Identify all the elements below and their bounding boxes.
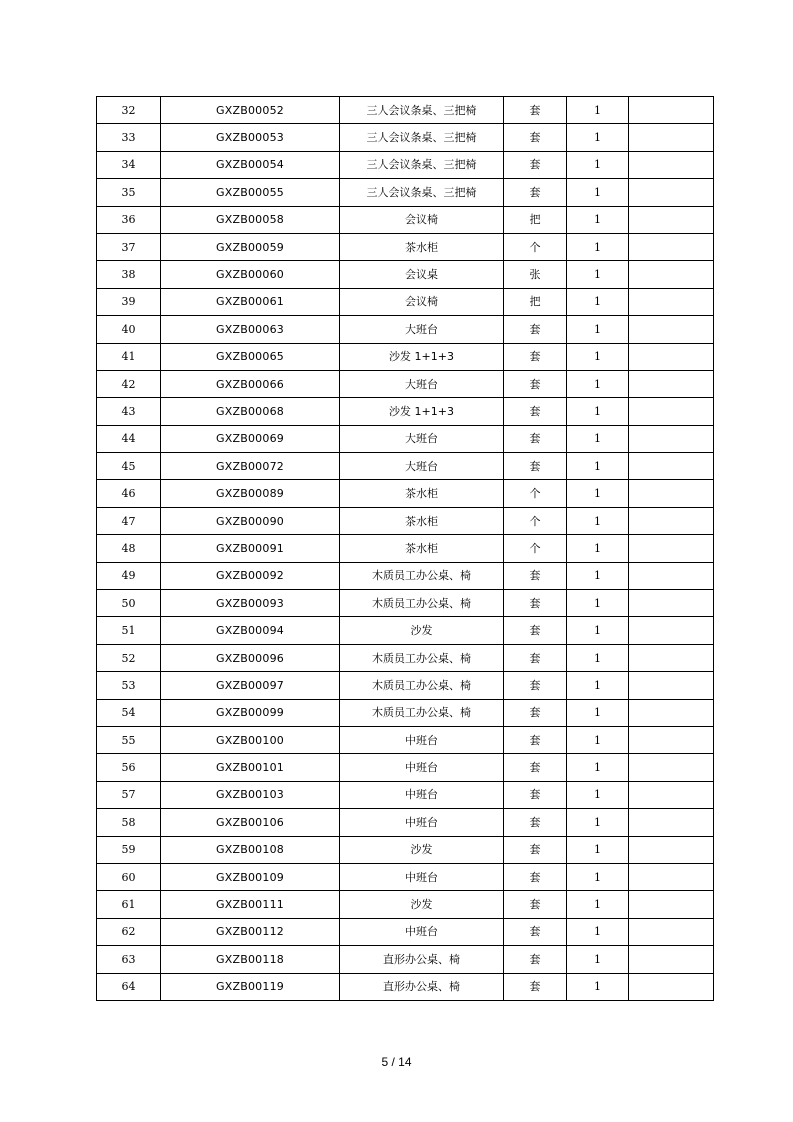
- asset-code-cell: GXZB00068: [161, 398, 340, 425]
- row-number-cell: 58: [97, 809, 161, 836]
- row-number-cell: 53: [97, 672, 161, 699]
- table-row: [97, 151, 714, 178]
- remark-cell: [629, 97, 714, 124]
- remark-cell: [629, 617, 714, 644]
- quantity-cell: 1: [567, 343, 629, 370]
- asset-name-cell: 沙发 1+1+3: [340, 398, 504, 425]
- asset-name-cell: 木质员工办公桌、椅: [340, 590, 504, 617]
- table-row: [97, 233, 714, 260]
- remark-cell: [629, 891, 714, 918]
- row-number-cell: 33: [97, 124, 161, 151]
- row-number-cell: 39: [97, 288, 161, 315]
- row-number-cell: 57: [97, 781, 161, 808]
- table-row: [97, 644, 714, 671]
- asset-code-cell: GXZB00118: [161, 946, 340, 973]
- unit-cell: 套: [504, 836, 567, 863]
- unit-cell: 套: [504, 918, 567, 945]
- row-number-cell: 35: [97, 179, 161, 206]
- table-row: [97, 672, 714, 699]
- remark-cell: [629, 206, 714, 233]
- asset-code-cell: GXZB00055: [161, 179, 340, 206]
- asset-code-cell: GXZB00058: [161, 206, 340, 233]
- quantity-cell: 1: [567, 809, 629, 836]
- unit-cell: 套: [504, 726, 567, 753]
- asset-code-cell: GXZB00091: [161, 535, 340, 562]
- table-row: [97, 973, 714, 1000]
- asset-code-cell: GXZB00061: [161, 288, 340, 315]
- row-number-cell: 56: [97, 754, 161, 781]
- asset-name-cell: 大班台: [340, 453, 504, 480]
- quantity-cell: 1: [567, 836, 629, 863]
- remark-cell: [629, 425, 714, 452]
- remark-cell: [629, 672, 714, 699]
- unit-cell: 个: [504, 507, 567, 534]
- quantity-cell: 1: [567, 535, 629, 562]
- table-row: [97, 124, 714, 151]
- asset-name-cell: 木质员工办公桌、椅: [340, 644, 504, 671]
- row-number-cell: 49: [97, 562, 161, 589]
- remark-cell: [629, 562, 714, 589]
- unit-cell: 套: [504, 672, 567, 699]
- asset-table: [96, 96, 714, 1001]
- remark-cell: [629, 233, 714, 260]
- table-row: [97, 370, 714, 397]
- table-row: [97, 863, 714, 890]
- table-row: [97, 261, 714, 288]
- remark-cell: [629, 699, 714, 726]
- unit-cell: 套: [504, 863, 567, 890]
- remark-cell: [629, 398, 714, 425]
- asset-name-cell: 木质员工办公桌、椅: [340, 672, 504, 699]
- asset-name-cell: 茶水柜: [340, 507, 504, 534]
- asset-name-cell: 沙发: [340, 836, 504, 863]
- remark-cell: [629, 288, 714, 315]
- asset-code-cell: GXZB00106: [161, 809, 340, 836]
- quantity-cell: 1: [567, 316, 629, 343]
- asset-name-cell: 茶水柜: [340, 480, 504, 507]
- asset-code-cell: GXZB00094: [161, 617, 340, 644]
- asset-name-cell: 沙发: [340, 891, 504, 918]
- table-row: [97, 179, 714, 206]
- table-row: [97, 781, 714, 808]
- quantity-cell: 1: [567, 425, 629, 452]
- unit-cell: 把: [504, 288, 567, 315]
- row-number-cell: 43: [97, 398, 161, 425]
- asset-code-cell: GXZB00090: [161, 507, 340, 534]
- table-row: [97, 562, 714, 589]
- table-row: [97, 535, 714, 562]
- quantity-cell: 1: [567, 370, 629, 397]
- quantity-cell: 1: [567, 726, 629, 753]
- page-number: 5 / 14: [381, 1055, 412, 1069]
- unit-cell: 套: [504, 946, 567, 973]
- table-row: [97, 480, 714, 507]
- unit-cell: 套: [504, 617, 567, 644]
- remark-cell: [629, 863, 714, 890]
- asset-name-cell: 大班台: [340, 370, 504, 397]
- asset-name-cell: 沙发: [340, 617, 504, 644]
- quantity-cell: 1: [567, 590, 629, 617]
- asset-code-cell: GXZB00108: [161, 836, 340, 863]
- row-number-cell: 54: [97, 699, 161, 726]
- remark-cell: [629, 973, 714, 1000]
- remark-cell: [629, 124, 714, 151]
- quantity-cell: 1: [567, 781, 629, 808]
- asset-code-cell: GXZB00093: [161, 590, 340, 617]
- table-row: [97, 206, 714, 233]
- table-row: [97, 726, 714, 753]
- table-row: [97, 398, 714, 425]
- remark-cell: [629, 918, 714, 945]
- unit-cell: 个: [504, 535, 567, 562]
- asset-name-cell: 会议椅: [340, 288, 504, 315]
- remark-cell: [629, 809, 714, 836]
- table-row: [97, 453, 714, 480]
- asset-name-cell: 大班台: [340, 425, 504, 452]
- asset-name-cell: 茶水柜: [340, 535, 504, 562]
- unit-cell: 套: [504, 809, 567, 836]
- quantity-cell: 1: [567, 206, 629, 233]
- row-number-cell: 63: [97, 946, 161, 973]
- asset-name-cell: 茶水柜: [340, 233, 504, 260]
- quantity-cell: 1: [567, 288, 629, 315]
- asset-name-cell: 木质员工办公桌、椅: [340, 562, 504, 589]
- row-number-cell: 38: [97, 261, 161, 288]
- unit-cell: 套: [504, 699, 567, 726]
- remark-cell: [629, 316, 714, 343]
- row-number-cell: 59: [97, 836, 161, 863]
- quantity-cell: 1: [567, 946, 629, 973]
- table-row: [97, 809, 714, 836]
- asset-name-cell: 三人会议条桌、三把椅: [340, 124, 504, 151]
- asset-name-cell: 中班台: [340, 809, 504, 836]
- quantity-cell: 1: [567, 562, 629, 589]
- row-number-cell: 48: [97, 535, 161, 562]
- quantity-cell: 1: [567, 973, 629, 1000]
- table-row: [97, 343, 714, 370]
- table-row: [97, 754, 714, 781]
- asset-code-cell: GXZB00109: [161, 863, 340, 890]
- asset-name-cell: 三人会议条桌、三把椅: [340, 179, 504, 206]
- remark-cell: [629, 261, 714, 288]
- remark-cell: [629, 535, 714, 562]
- unit-cell: 套: [504, 179, 567, 206]
- asset-name-cell: 中班台: [340, 726, 504, 753]
- unit-cell: 套: [504, 124, 567, 151]
- quantity-cell: 1: [567, 891, 629, 918]
- row-number-cell: 36: [97, 206, 161, 233]
- asset-name-cell: 三人会议条桌、三把椅: [340, 97, 504, 124]
- asset-code-cell: GXZB00072: [161, 453, 340, 480]
- asset-code-cell: GXZB00100: [161, 726, 340, 753]
- asset-code-cell: GXZB00054: [161, 151, 340, 178]
- asset-code-cell: GXZB00060: [161, 261, 340, 288]
- remark-cell: [629, 644, 714, 671]
- asset-table-body: [97, 97, 714, 1001]
- asset-code-cell: GXZB00092: [161, 562, 340, 589]
- asset-name-cell: 中班台: [340, 781, 504, 808]
- unit-cell: 套: [504, 370, 567, 397]
- quantity-cell: 1: [567, 124, 629, 151]
- row-number-cell: 34: [97, 151, 161, 178]
- quantity-cell: 1: [567, 699, 629, 726]
- unit-cell: 套: [504, 754, 567, 781]
- remark-cell: [629, 754, 714, 781]
- unit-cell: 套: [504, 97, 567, 124]
- row-number-cell: 64: [97, 973, 161, 1000]
- table-row: [97, 699, 714, 726]
- row-number-cell: 44: [97, 425, 161, 452]
- table-row: [97, 836, 714, 863]
- table-row: [97, 918, 714, 945]
- table-row: [97, 97, 714, 124]
- asset-code-cell: GXZB00063: [161, 316, 340, 343]
- table-row: [97, 617, 714, 644]
- unit-cell: 套: [504, 781, 567, 808]
- asset-code-cell: GXZB00119: [161, 973, 340, 1000]
- row-number-cell: 46: [97, 480, 161, 507]
- asset-name-cell: 沙发 1+1+3: [340, 343, 504, 370]
- unit-cell: 套: [504, 562, 567, 589]
- asset-name-cell: 三人会议条桌、三把椅: [340, 151, 504, 178]
- asset-code-cell: GXZB00089: [161, 480, 340, 507]
- quantity-cell: 1: [567, 151, 629, 178]
- asset-name-cell: 中班台: [340, 754, 504, 781]
- unit-cell: 套: [504, 453, 567, 480]
- asset-code-cell: GXZB00101: [161, 754, 340, 781]
- asset-code-cell: GXZB00065: [161, 343, 340, 370]
- asset-code-cell: GXZB00112: [161, 918, 340, 945]
- unit-cell: 套: [504, 973, 567, 1000]
- table-row: [97, 891, 714, 918]
- table-row: [97, 590, 714, 617]
- row-number-cell: 60: [97, 863, 161, 890]
- asset-name-cell: 木质员工办公桌、椅: [340, 699, 504, 726]
- row-number-cell: 47: [97, 507, 161, 534]
- remark-cell: [629, 480, 714, 507]
- asset-name-cell: 直形办公桌、椅: [340, 973, 504, 1000]
- row-number-cell: 61: [97, 891, 161, 918]
- quantity-cell: 1: [567, 233, 629, 260]
- quantity-cell: 1: [567, 480, 629, 507]
- asset-code-cell: GXZB00103: [161, 781, 340, 808]
- row-number-cell: 62: [97, 918, 161, 945]
- quantity-cell: 1: [567, 754, 629, 781]
- quantity-cell: 1: [567, 863, 629, 890]
- quantity-cell: 1: [567, 97, 629, 124]
- unit-cell: 套: [504, 398, 567, 425]
- remark-cell: [629, 343, 714, 370]
- unit-cell: 套: [504, 590, 567, 617]
- asset-code-cell: GXZB00096: [161, 644, 340, 671]
- remark-cell: [629, 836, 714, 863]
- asset-code-cell: GXZB00066: [161, 370, 340, 397]
- quantity-cell: 1: [567, 453, 629, 480]
- unit-cell: 套: [504, 151, 567, 178]
- asset-code-cell: GXZB00053: [161, 124, 340, 151]
- remark-cell: [629, 781, 714, 808]
- asset-name-cell: 会议椅: [340, 206, 504, 233]
- remark-cell: [629, 507, 714, 534]
- unit-cell: 张: [504, 261, 567, 288]
- remark-cell: [629, 726, 714, 753]
- unit-cell: 个: [504, 233, 567, 260]
- asset-code-cell: GXZB00097: [161, 672, 340, 699]
- quantity-cell: 1: [567, 672, 629, 699]
- unit-cell: 把: [504, 206, 567, 233]
- quantity-cell: 1: [567, 261, 629, 288]
- row-number-cell: 55: [97, 726, 161, 753]
- table-row: [97, 316, 714, 343]
- unit-cell: 套: [504, 425, 567, 452]
- quantity-cell: 1: [567, 179, 629, 206]
- unit-cell: 套: [504, 343, 567, 370]
- row-number-cell: 40: [97, 316, 161, 343]
- remark-cell: [629, 946, 714, 973]
- asset-code-cell: GXZB00099: [161, 699, 340, 726]
- table-row: [97, 288, 714, 315]
- table-row: [97, 507, 714, 534]
- row-number-cell: 41: [97, 343, 161, 370]
- asset-code-cell: GXZB00052: [161, 97, 340, 124]
- row-number-cell: 52: [97, 644, 161, 671]
- asset-name-cell: 大班台: [340, 316, 504, 343]
- remark-cell: [629, 370, 714, 397]
- asset-name-cell: 中班台: [340, 918, 504, 945]
- row-number-cell: 37: [97, 233, 161, 260]
- unit-cell: 套: [504, 316, 567, 343]
- row-number-cell: 32: [97, 97, 161, 124]
- remark-cell: [629, 453, 714, 480]
- asset-name-cell: 中班台: [340, 863, 504, 890]
- asset-code-cell: GXZB00059: [161, 233, 340, 260]
- unit-cell: 个: [504, 480, 567, 507]
- remark-cell: [629, 179, 714, 206]
- row-number-cell: 45: [97, 453, 161, 480]
- unit-cell: 套: [504, 891, 567, 918]
- quantity-cell: 1: [567, 918, 629, 945]
- row-number-cell: 50: [97, 590, 161, 617]
- remark-cell: [629, 151, 714, 178]
- unit-cell: 套: [504, 644, 567, 671]
- asset-code-cell: GXZB00069: [161, 425, 340, 452]
- asset-name-cell: 直形办公桌、椅: [340, 946, 504, 973]
- table-row: [97, 425, 714, 452]
- row-number-cell: 51: [97, 617, 161, 644]
- asset-name-cell: 会议桌: [340, 261, 504, 288]
- asset-code-cell: GXZB00111: [161, 891, 340, 918]
- quantity-cell: 1: [567, 398, 629, 425]
- remark-cell: [629, 590, 714, 617]
- quantity-cell: 1: [567, 507, 629, 534]
- quantity-cell: 1: [567, 644, 629, 671]
- row-number-cell: 42: [97, 370, 161, 397]
- table-row: [97, 946, 714, 973]
- quantity-cell: 1: [567, 617, 629, 644]
